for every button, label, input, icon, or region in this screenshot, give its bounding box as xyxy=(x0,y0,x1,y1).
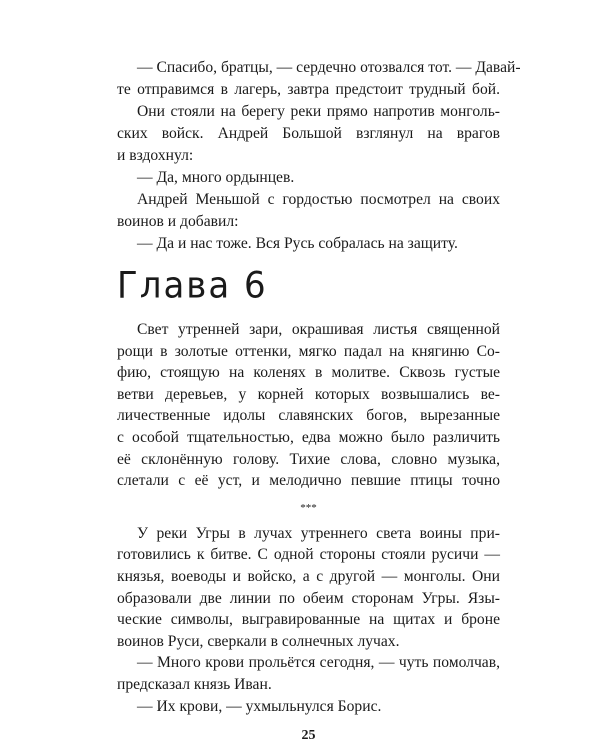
text-line: Они стояли на берегу реки прямо напротив монголь- xyxy=(137,103,500,120)
text-line: фию, стоящую на коленях в молитве. Сквозь густые xyxy=(117,364,500,382)
text-line: образовали две линии по обеим сторонам Угры. Язы- xyxy=(117,589,500,607)
page-number: 25 xyxy=(301,728,316,744)
text-line: ских войск. Андрей Большой взглянул на врагов xyxy=(117,125,500,142)
text-line: слетали с её уст, и мелодично певшие птицы точно xyxy=(117,472,500,490)
book-page xyxy=(117,0,521,750)
text-line: воинов Руси, сверкали в солнечных лучах. xyxy=(117,632,400,650)
text-line: те отправимся в лагерь, завтра предстоит трудный бой. xyxy=(117,81,500,98)
text-line: — Да и нас тоже. Вся Русь собралась на защиту. xyxy=(137,235,458,252)
text-line: Андрей Меньшой с гордостью посмотрел на своих xyxy=(137,191,500,208)
text-line: — Много крови прольётся сегодня, — чуть помолчав, xyxy=(137,654,500,672)
text-line: — Спасибо, братцы, — сердечно отозвался тот. — Давай- xyxy=(137,59,521,76)
text-line: с особой тщательностью, едва можно было различить xyxy=(117,429,500,446)
text-line: готовились к битве. С одной стороны стояли русичи — xyxy=(117,546,500,564)
text-line: рощи в золотые оттенки, мягко падал на княгиню Со- xyxy=(117,342,500,360)
text-line: — Их крови, — ухмыльнулся Борис. xyxy=(137,697,382,715)
chapter-title: Глава 6 xyxy=(117,264,268,308)
text-line: Свет утренней зари, окрашивая листья священной xyxy=(137,321,500,338)
text-line: предсказал князь Иван. xyxy=(117,676,272,693)
text-line: личественные идолы славянских богов, вырезанные xyxy=(117,407,500,425)
text-line: воинов и добавил: xyxy=(117,213,239,230)
section-separator: *** xyxy=(300,501,317,514)
text-line: её склонённую голову. Тихие слова, словно музыка, xyxy=(117,450,500,468)
text-line: ческие символы, выгравированные на щитах и броне xyxy=(117,611,500,629)
text-line: ветви деревьев, у корней которых возвышались ве- xyxy=(117,385,500,403)
text-line: и вздохнул: xyxy=(117,147,194,164)
text-line: князья, воеводы и войско, а с другой — монголы. Они xyxy=(117,568,500,585)
text-line: — Да, много ордынцев. xyxy=(137,169,295,186)
text-line: У реки Угры в лучах утреннего света воины при- xyxy=(137,524,500,542)
